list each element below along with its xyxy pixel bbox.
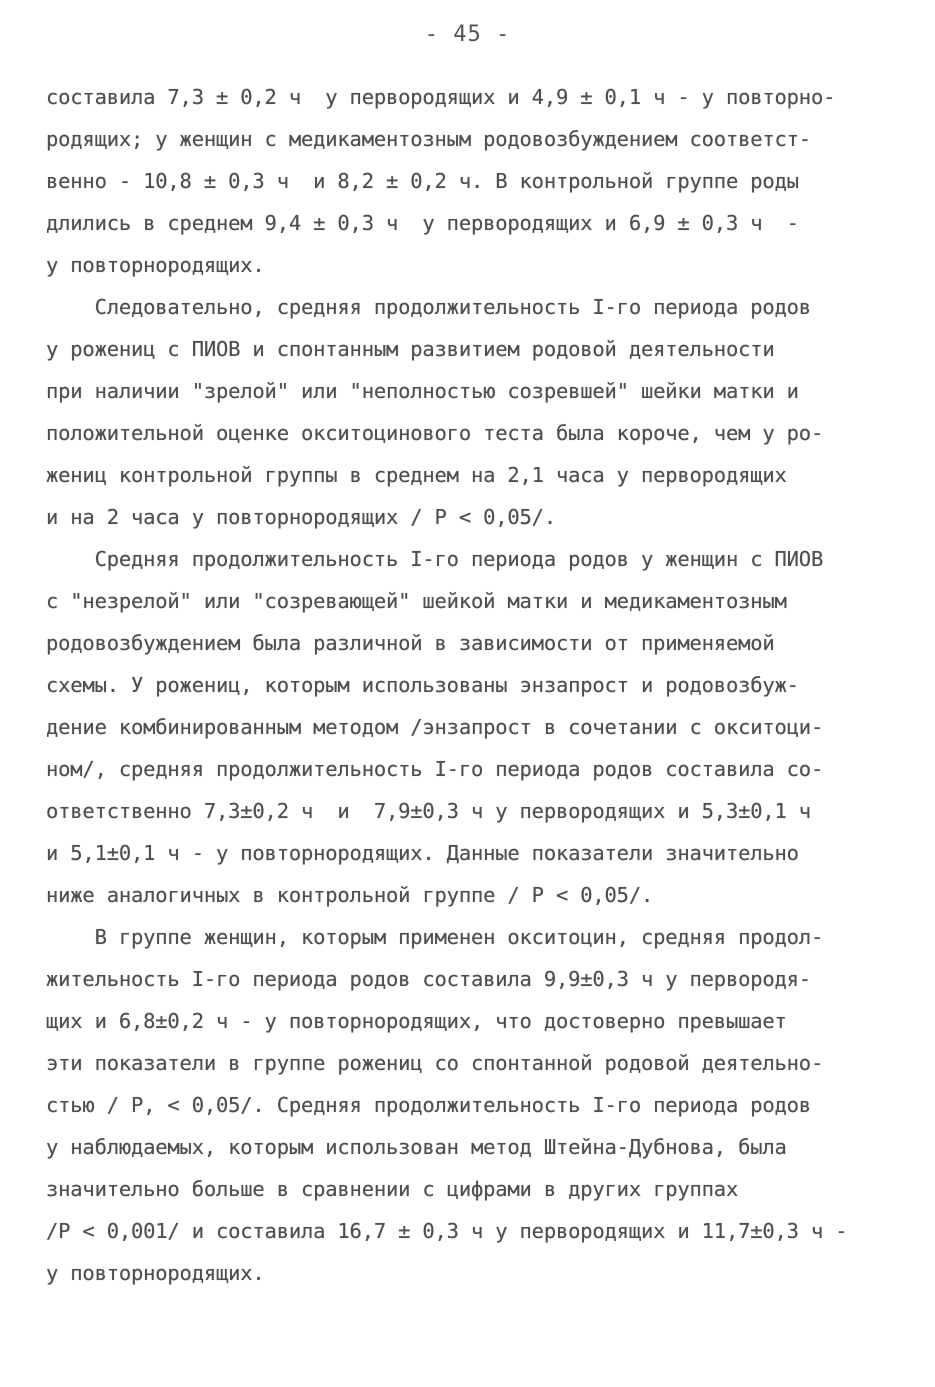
text-line: родовозбуждением была различной в зависимости от применяемой <box>46 631 775 655</box>
text-line: венно - 10,8 ± 0,3 ч и 8,2 ± 0,2 ч. В контрольной группе роды <box>46 169 799 193</box>
text-line: ответственно 7,3±0,2 ч и 7,9±0,3 ч у первородящих и 5,3±0,1 ч <box>46 799 811 823</box>
text-line: составила 7,3 ± 0,2 ч у первородящих и 4,9 ± 0,1 ч - у повторно- <box>46 85 836 109</box>
text-line: при наличии "зрелой" или "неполностью созревшей" шейки матки и <box>46 379 799 403</box>
page-number: - 45 - <box>424 22 511 47</box>
text-line: у рожениц с ПИОВ и спонтанным развитием родовой деятельности <box>46 337 775 361</box>
text-line: схемы. У рожениц, которым использованы энзапрост и родовозбуж- <box>46 673 799 697</box>
text-line: у повторнородящих. <box>46 253 265 277</box>
text-line: дение комбинированным методом /энзапрост в сочетании с окситоци- <box>46 715 824 739</box>
text-line: эти показатели в группе рожениц со спонтанной родовой деятельно- <box>46 1051 824 1075</box>
text-line: и на 2 часа у повторнородящих / P < 0,05/. <box>46 505 556 529</box>
text-line: /P < 0,001/ и составила 16,7 ± 0,3 ч у первородящих и 11,7±0,3 ч - <box>46 1219 848 1243</box>
text-line: жениц контрольной группы в среднем на 2,1 часа у первородящих <box>46 463 787 487</box>
text-line: ниже аналогичных в контрольной группе / P < 0,05/. <box>46 883 654 907</box>
text-line: и 5,1±0,1 ч - у повторнородящих. Данные показатели значительно <box>46 841 799 865</box>
text-line: значительно больше в сравнении с цифрами в других группах <box>46 1177 739 1201</box>
text-line: положительной оценке окситоцинового теста была короче, чем у ро- <box>46 421 824 445</box>
text-line: с "незрелой" или "созревающей" шейкой матки и медикаментозным <box>46 589 787 613</box>
text-line: стью / P, < 0,05/. Средняя продолжительность I-го периода родов <box>46 1093 811 1117</box>
text-line: Следовательно, средняя продолжительность I-го периода родов <box>46 295 811 319</box>
text-line: жительность I-го периода родов составила 9,9±0,3 ч у первородя- <box>46 967 811 991</box>
text-line: ном/, средняя продолжительность I-го периода родов составила со- <box>46 757 824 781</box>
text-line: у повторнородящих. <box>46 1261 265 1285</box>
text-line: щих и 6,8±0,2 ч - у повторнородящих, что достоверно превышает <box>46 1009 787 1033</box>
text-line: у наблюдаемых, которым использован метод Штейна-Дубнова, была <box>46 1135 787 1159</box>
text-line: длились в среднем 9,4 ± 0,3 ч у первородящих и 6,9 ± 0,3 ч - <box>46 211 799 235</box>
text-line: В группе женщин, которым применен окситоцин, средняя продол- <box>46 925 824 949</box>
text-line: Средняя продолжительность I-го периода родов у женщин с ПИОВ <box>46 547 824 571</box>
text-line: родящих; у женщин с медикаментозным родовозбуждением соответст- <box>46 127 811 151</box>
